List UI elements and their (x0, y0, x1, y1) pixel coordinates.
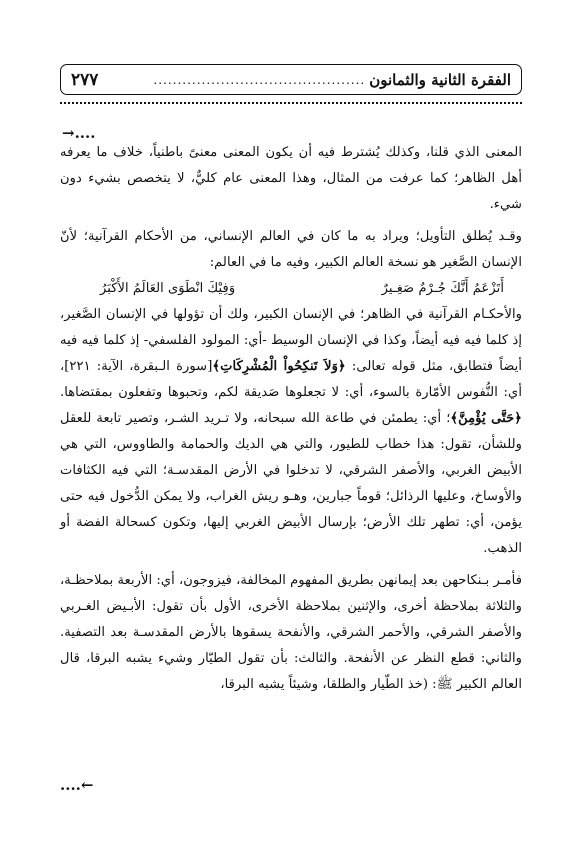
running-header (60, 64, 522, 95)
paragraph-3-part-c: ؛ أي: يطمئن في طاعة الله سبحانه، ولا تـريد الشـر، وتصير تابعة للعقل وللشأن، تقول: هذا خطاب للطيور، والتي هي الديك والحمامة والطاووس، التي هي الأبيض الغربي، والأصفر الشرقي، لا تدخلوا في الأرض المقدسـة؛ التي فيه الكثافات والأوساخ، وعليها الرذائل؛ قوماً جبارين، وهـو ريش الغراب، ولا يمكن الدُّخول فيه حتى يؤمن، أي: تطهر تلك الأرض؛ بإرسال الأبيض الغربي إليها، وتكون كسحالة الفضة أو الذهب. (60, 411, 522, 556)
verse-first-hemistich: أَتَزْعَمُ أَنَّكَ جُـرْمٌ صَغِـيرٌ (381, 281, 504, 296)
verse-second-hemistich: وَفِيْكَ انْطَوَى العَالَمُ الأَكْبَرُ (100, 281, 236, 296)
paragraph-2: وقـد يُطلق التأويل؛ ويراد به ما كان في العالم الإنساني، من الأحكام القرآنية؛ لأنّ الإنسان الصَّغير هو نسخة العالم الكبير، وفيه ما في العالم: (60, 229, 522, 270)
paragraph-3-part-a: والأحكـام القرآنية في الظاهر؛ في الإنسان الكبير، ولك أن تؤولها في الإنسان الصَّغير، إذ كلما فيه فيه أيضاً، وكذا في الإنسان الوسيط -أي: المولود الفلسفي- إذ كلما فيه فيه أيضاً فتطابق، مثل قوله تعالى: (60, 307, 522, 374)
end-arrow-icon: ....← (60, 776, 94, 794)
chapter-title: الفقرة الثانية والثمانون (369, 70, 511, 89)
page-number: ٢٧٧ (71, 69, 99, 90)
paragraph-4: فأمـر بـنكاحهن بعد إيمانهن بطريق المفهوم المخالفة، فيزوجون، أي: الأربعة بملاحظـة، والثلاثة بملاحظة أخرى، والإثنين بملاحظة الأخرى، الأول بأن تقول: الأبـيض الغـربي والأصفر الشرقي، والأحمر الشرقي، والأنفحة يسقوها بالأرض المقدسـة بعد التصفية. والثاني: قطع النظر عن الأنفحة. والثالث: بأن تقول الطيّار وشيء يشبه البرقا، قال العالم الكبير ﷺ: (خذ الطّيار والطلقا، وشيئاً يشبه البرقا، (60, 573, 522, 692)
quran-quote: ﴿حَتَّى يُؤْمِنَّ﴾ (450, 411, 522, 426)
quran-quote: ﴿وَلاَ تَنكِحُواْ الْمُشْرِكَاتِ﴾ (212, 359, 346, 374)
paragraph-3 (60, 302, 522, 562)
poetry-verse (60, 276, 522, 302)
header-divider (60, 102, 522, 104)
leader-dots: ............................................ (153, 72, 366, 87)
paragraph-3-part-b: [سورة الـبقرة، الآية: ٢٢١]، أي: النُّفوس الأمّارة بالسوء، أي: لا تجعلوها صَديقة لكم، وتحبوها وتفعلون بمقتضاها. (60, 359, 522, 400)
body-text (60, 140, 522, 698)
continuation-arrow-icon: →.... (62, 124, 96, 142)
paragraph-1: المعنى الذي قلنا، وكذلك يُشترط فيه أن يكون المعنى معنىً باطنياً، خلاف ما يعرفه أهل الظاهر؛ كما عرفت من المثال، وهذا المعنى عام كليٌّ، لا يتخصص بشيء دون شيء. (60, 145, 522, 212)
